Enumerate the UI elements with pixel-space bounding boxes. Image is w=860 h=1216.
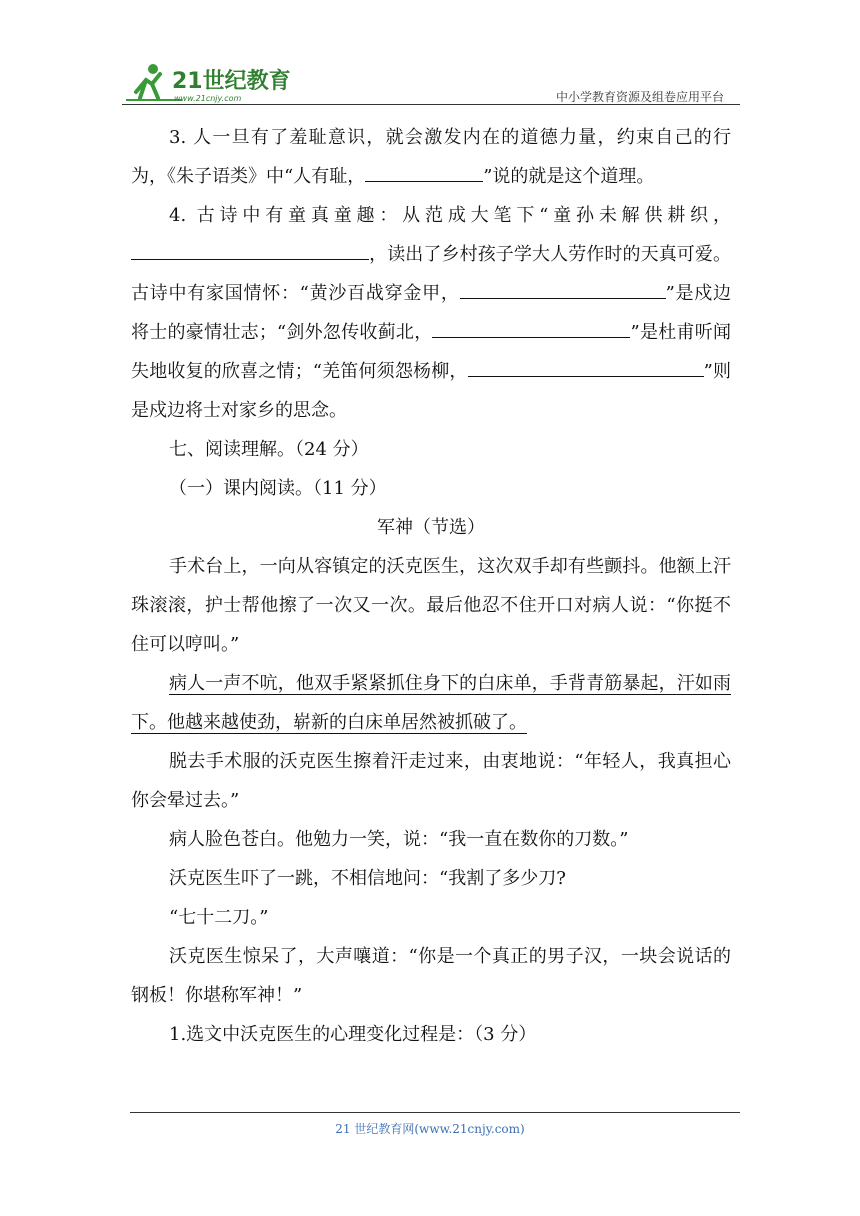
sub-section-heading: （一）课内阅读。（11 分） xyxy=(169,478,387,499)
site-logo xyxy=(122,58,302,106)
passage-paragraph: 沃克医生惊呆了，大声嚷道：“你是一个真正的男子汉，一块会说话的钢板！你堪称军神！” xyxy=(131,946,732,1006)
footer-divider xyxy=(130,1112,740,1113)
question-1: 1.选文中沃克医生的心理变化过程是：（3 分） xyxy=(169,1024,537,1045)
header-divider xyxy=(122,104,740,105)
platform-tagline: 中小学教育资源及组卷应用平台 xyxy=(555,90,724,104)
section-heading: 七、阅读理解。（24 分） xyxy=(169,439,369,460)
passage-paragraph: 手术台上，一向从容镇定的沃克医生，这次双手却有些颤抖。他额上汗珠滚滚，护士帮他擦了一次又一次。最后他忍不住开口对病人说：“你挺不住可以哼叫。” xyxy=(131,556,732,655)
question-4: 4. 古诗中有童真童趣：从范成大笔下“童孙未解供耕织，，读出了乡村孩子学大人劳作时的天真可爱。古诗中有家国情怀：“黄沙百战穿金甲， ”是戍边将士的豪情壮志；“剑外忽传收蓟北， ”是杜甫听闻失地收复的欣喜之情；“羌笛何须怨杨柳， ”则是戍边将士对家乡的思念。 xyxy=(131,205,732,421)
runner-logo-icon xyxy=(122,58,292,106)
answer-blank[interactable] xyxy=(365,163,483,182)
logo-url: www.21cnjy.com xyxy=(174,94,242,103)
answer-blank[interactable] xyxy=(460,280,666,299)
page-footer: 21 世纪教育网(www.21cnjy.com) xyxy=(335,1122,525,1136)
passage-paragraph: “七十二刀。” xyxy=(169,907,269,928)
answer-blank[interactable] xyxy=(131,241,369,260)
passage-paragraph: 沃克医生吓了一跳，不相信地问：“我割了多少刀? xyxy=(169,868,566,889)
answer-blank[interactable] xyxy=(584,358,704,377)
document-body xyxy=(131,118,731,1054)
underlined-paragraph: 病人一声不吭，他双手紧紧抓住身下的白床单，手背青筋暴起，汗如雨下。他越来越使劲，崭新的白床单居然被抓破了。 xyxy=(131,673,732,733)
logo-text: 21世纪教育 xyxy=(172,69,291,94)
page-header xyxy=(122,58,740,106)
answer-blank[interactable] xyxy=(468,358,584,377)
question-3: 3. 人一旦有了羞耻意识，就会激发内在的道德力量，约束自己的行为，《朱子语类》中“人有耻， ”说的就是这个道理。 xyxy=(131,127,731,187)
passage-paragraph: 病人脸色苍白。他勉力一笑，说：“我一直在数你的刀数。” xyxy=(169,829,629,850)
passage-title: 军神（节选） xyxy=(377,517,485,538)
passage-paragraph: 脱去手术服的沃克医生擦着汗走过来，由衷地说：“年轻人，我真担心你会晕过去。” xyxy=(131,751,732,811)
answer-blank[interactable] xyxy=(432,319,630,338)
